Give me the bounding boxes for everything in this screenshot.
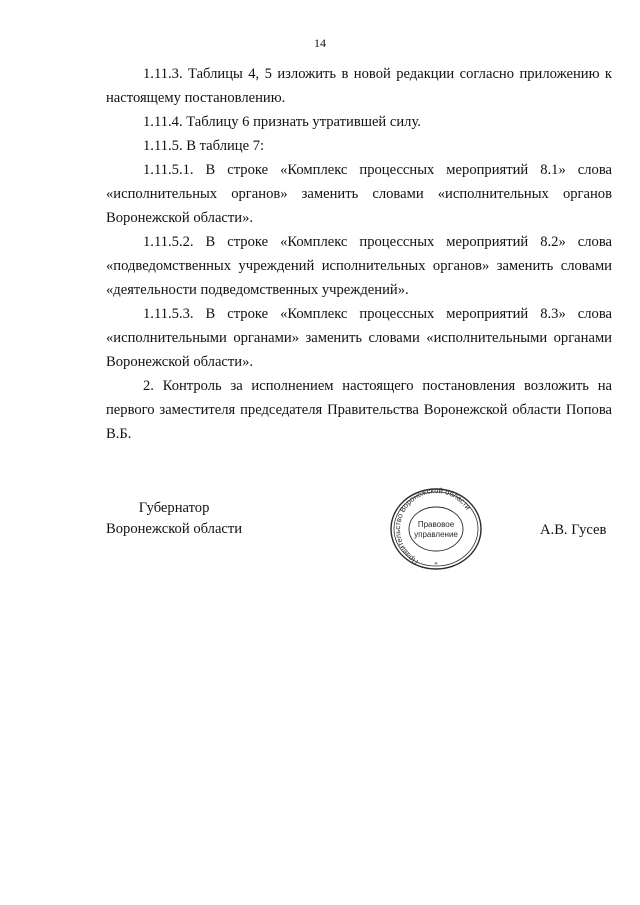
official-stamp (384, 485, 488, 573)
stamp-ring-text: Правительство Воронежской области (393, 485, 473, 567)
paragraph-1-11-5-3: 1.11.5.3. В строке «Комплекс процессных мероприятий 8.3» слова «исполнительными органами» заменить словами «исполнительными органами Воронежской области». (106, 306, 612, 370)
signatory-region: Воронежской области (106, 521, 243, 537)
stamp-star-icon: * (434, 561, 438, 569)
stamp-seal-icon (384, 485, 488, 573)
document-body (106, 62, 612, 446)
signatory-title: Губернатор (138, 500, 210, 516)
page-number: 14 (314, 36, 326, 50)
signatory-position (106, 498, 242, 540)
paragraph-1-11-4: 1.11.4. Таблицу 6 признать утратившей силу. (143, 114, 421, 130)
paragraph-1-11-3: 1.11.3. Таблицы 4, 5 изложить в новой редакции согласно приложению к настоящему постановлению. (106, 66, 612, 106)
stamp-center-line1: Правовое (417, 520, 455, 529)
paragraph-1-11-5-1: 1.11.5.1. В строке «Комплекс процессных мероприятий 8.1» слова «исполнительных органов» заменить словами «исполнительных органов Воронежской области». (106, 162, 612, 226)
paragraph-2: 2. Контроль за исполнением настоящего постановления возложить на первого заместителя председателя Правительства Воронежской области Попова В.Б. (106, 378, 612, 442)
paragraph-1-11-5: 1.11.5. В таблице 7: (143, 138, 265, 154)
stamp-center-line2: управление (414, 530, 458, 539)
signatory-name: А.В. Гусев (540, 522, 607, 538)
paragraph-1-11-5-2: 1.11.5.2. В строке «Комплекс процессных мероприятий 8.2» слова «подведомственных учреждений исполнительных органов» заменить словами «деятельности подведомственных учреждений». (106, 234, 612, 298)
